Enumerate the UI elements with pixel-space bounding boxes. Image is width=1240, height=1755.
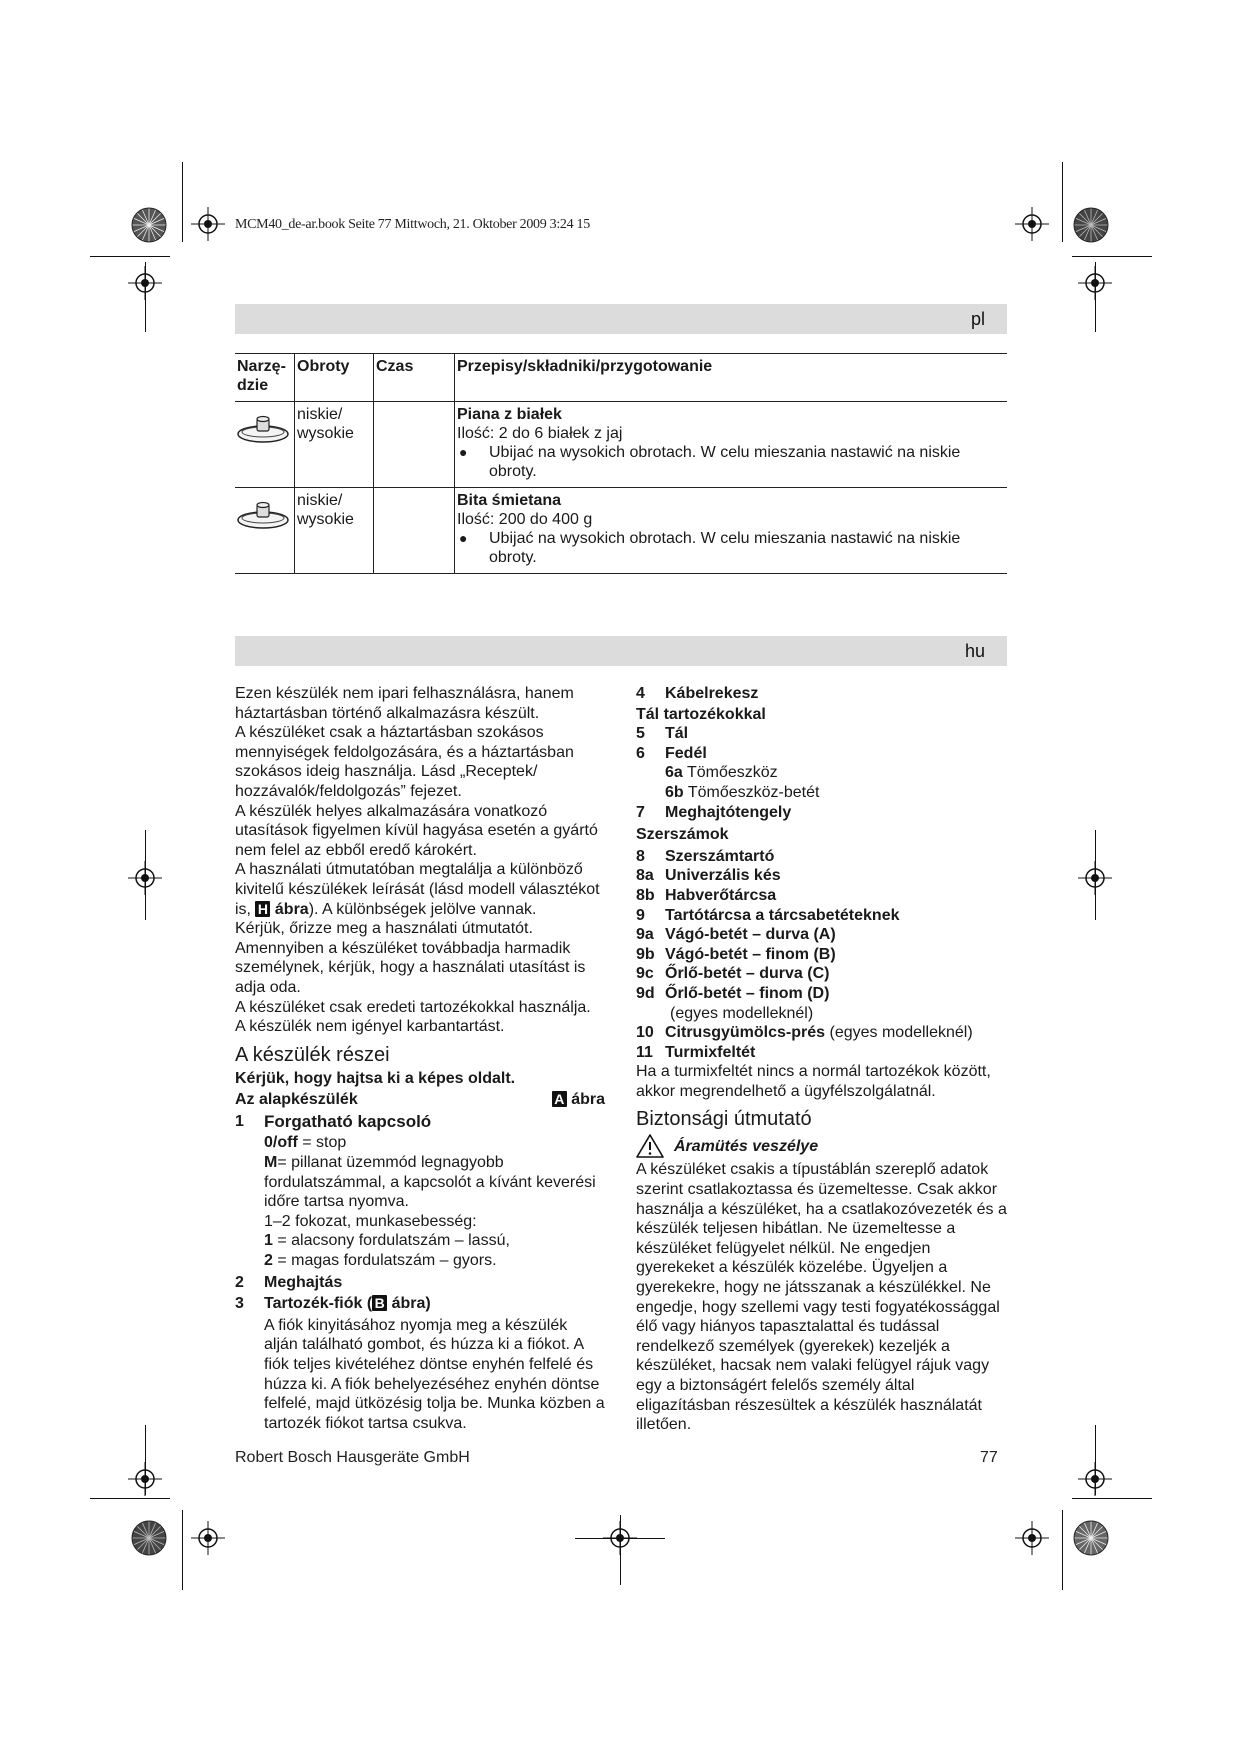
switch-text: = stop [297,1134,347,1152]
rosette-icon [131,207,167,243]
figure-letter-badge: H [255,901,270,917]
recipe-cell [455,402,1008,488]
item-title: Vágó-betét – finom (B) [665,945,836,963]
registration-mark-icon [1015,1521,1049,1555]
list-item [636,906,1008,926]
switch-text: = pillanat üzemmód legnagyobb fordulatszámmal, a kapcsolót a kívánt keverési időre tartsa nyomva. [264,1154,596,1211]
item-title-text: Tartozék-fiók ( [264,1295,373,1313]
list-item [636,1043,1008,1063]
recipe-step [457,443,1005,481]
item-number: 5 [636,725,645,743]
section-title: Biztonsági útmutató [636,1108,812,1131]
paragraph-text: A használati útmutatóban megtalálja a különböző kivitelű készülékek leírását (lásd modell választékot is, [235,861,600,918]
item-number: 2 [235,1273,244,1291]
registration-mark-icon [603,1521,637,1555]
table-row [235,488,1007,574]
switch-text: = magas fordulatszám – gyors. [272,1252,497,1270]
paragraph: A készüléket csakis a típustáblán szereplő adatok szerint csatlakoztassa és üzemeltesse. Csak akkor használja a készüléket, ha a csatlakozóvezeték és a készülék teljesen hibátlan. Ne üzemeltesse a készüléket felügyelet nélkül. Ne engedjen gyerekeket a készülék közelébe. Ügyeljen a gyerekekre, hogy ne játsszanak a készülékkel. Ne engedje, hogy szellemi vagy testi fogyatékossággal élő vagy hiányos tapasztalattal és tudással rendelkező személyek (gyerekek) kezeljék a készüléket, hacsak nem valaki felügyel rájuk vagy egy a biztonságért felelős személy által eligazításban részesültek a készülék használatát illetően. [636,1161,1007,1434]
item-number: 6 [636,744,645,762]
item-number: 1 [235,1112,244,1130]
table-header-row [235,354,1007,402]
list-item [636,803,1008,823]
paragraph: A készülék nem igényel karbantartást. [235,1018,505,1036]
item-title: Tartótárcsa a tárcsabetéteknek [665,906,900,924]
rosette-icon [131,1520,167,1556]
item-title: Meghajtótengely [665,803,792,821]
speed-cell: niskie/ wysokie [295,488,374,574]
page-number: 77 [980,1449,998,1466]
registration-mark-icon [1015,207,1049,241]
figure-word: ábra [571,1091,605,1109]
item-title: Őrlő-betét – durva (C) [665,965,830,983]
item-number: 9a [636,926,654,944]
sub-item-text: Tömőeszköz [682,764,778,782]
footer-company: Robert Bosch Hausgeräte GmbH [235,1449,470,1466]
list-item [636,684,1008,704]
item-title: Tál [665,725,689,743]
list-item [636,1023,1008,1043]
item-title: Kábelrekesz [665,685,759,702]
paragraph: Ezen készülék nem ipari felhasználásra, hanem háztartásban történő alkalmazásra készült. [235,685,574,722]
list-item [636,925,1008,945]
list-item [636,847,1008,867]
list-item [636,945,1008,965]
sub-item-key: 6b [665,783,684,801]
sub-item [636,783,1008,803]
item-title: Turmixfeltét [665,1043,756,1061]
paragraph: A készülék helyes alkalmazására vonatkozó utasítások figyelmen kívül hagyása esetén a gyártó nem felel az ebből eredő károkért. [235,802,598,859]
switch-key: 1 [264,1232,273,1250]
list-item [235,1294,605,1314]
paragraph: Kérjük, őrizze meg a használati útmutatót. Amennyiben a készüléket továbbadja harmadik személynek, kérjük, hogy a használati utasítást is adja oda. [235,920,586,996]
item-number: 9d [636,984,655,1002]
column-header-tool: Narzę- dzie [235,354,295,402]
registration-mark-icon [191,207,225,241]
paragraph: A készüléket csak eredeti tartozékokkal használja. [235,998,591,1016]
switch-description [235,1133,605,1270]
section-title: A készülék részei [235,1043,390,1066]
list-item [235,1112,605,1132]
item-number: 3 [235,1295,244,1313]
whisk-disc-icon [237,413,291,445]
item-number: 10 [636,1024,654,1042]
item-title: Őrlő-betét – finom (D) [665,984,830,1002]
list-item [636,744,1008,764]
item-title [264,1294,431,1314]
left-column [235,684,605,1433]
whisk-disc-icon [237,499,291,531]
registration-mark-icon [128,266,162,300]
item-number: 8a [636,867,654,885]
switch-step-1 [264,1231,605,1251]
switch-key: 0/off [264,1134,298,1152]
switch-steps-line: 1–2 fokozat, munkasebesség: [264,1212,477,1230]
list-item [636,724,1008,744]
registration-mark-icon [191,1521,225,1555]
item-number: 9 [636,906,645,924]
warning-heading [636,1134,1008,1158]
language-bar-pl [235,304,1007,334]
switch-key: M [264,1154,278,1172]
time-cell [374,488,455,574]
registration-mark-icon [1078,1462,1112,1496]
list-item [636,984,1008,1004]
warning-title: Áramütés veszélye [674,1137,819,1155]
figure-letter-badge: B [372,1295,387,1311]
rosette-icon [1073,207,1109,243]
speed-cell: niskie/ wysokie [295,402,374,488]
subheading: Szerszámok [636,826,729,844]
bullet-icon: ● [459,444,468,460]
tool-cell [235,488,295,574]
print-header: MCM40_de-ar.book Seite 77 Mittwoch, 21. Oktober 2009 3:24 15 [235,217,590,232]
recipe-title: Bita śmietana [457,492,562,509]
registration-mark-icon [128,1462,162,1496]
item-title: Fedél [665,744,707,762]
table-row [235,402,1007,488]
switch-step-2 [264,1251,605,1271]
item-number: 7 [636,803,645,821]
registration-mark-icon [1078,861,1112,895]
bullet-icon: ● [459,530,468,546]
sub-item-key: 6a [665,764,683,782]
item-title [665,1023,973,1043]
recipe-step-text: Ubijać na wysokich obrotach. W celu mieszania nastawić na niskie obroty. [489,444,961,480]
switch-off-line [264,1133,605,1153]
sub-item [636,763,1008,783]
item-title-text: Citrusgyümölcs-prés [665,1024,826,1042]
figure-word: ábra [274,900,309,918]
subheading: Tál tartozékokkal [636,705,766,723]
tool-cell [235,402,295,488]
recipe-amount: Ilość: 200 do 400 g [457,511,593,528]
column-header-speed: Obroty [295,354,374,402]
sub-item-text: Tömőeszköz-betét [683,783,820,801]
language-code: pl [970,309,985,329]
list-item [235,1273,605,1293]
item-number: 8b [636,886,655,904]
language-bar-hu [235,636,1007,666]
base-unit-heading [235,1090,605,1110]
recipe-step-text: Ubijać na wysokich obrotach. W celu mieszania nastawić na niskie obroty. [489,530,961,566]
item-number: 4 [636,685,645,702]
recipe-amount: Ilość: 2 do 6 białek z jaj [457,425,623,442]
rosette-icon [1073,1520,1109,1556]
drawer-description: A fiók kinyitásához nyomja meg a készülék alján található gombot, és húzza ki a fiókot. A fiók teljes kivételéhez döntse enyhén felfelé és húzza ki. A fiók behelyezéséhez enyhén döntse felfelé, majd ütközésig tolja be. Munka közben a tartozék fiókot tartsa csukva. [264,1316,605,1432]
switch-key: 2 [264,1252,273,1270]
item-title: Meghajtás [264,1273,343,1291]
list-item [636,866,1008,886]
warning-triangle-icon [636,1134,664,1158]
switch-m-line [264,1153,605,1212]
list-item [636,964,1008,984]
fold-note: Kérjük, hogy hajtsa ki a képes oldalt. [235,1069,516,1087]
recipe-title: Piana z białek [457,406,562,423]
recipe-step [457,529,1005,567]
registration-mark-icon [1078,266,1112,300]
paragraph: Ha a turmixfeltét nincs a normál tartozékok között, akkor megrendelhető a ügyfélszolgálatnál. [636,1063,991,1100]
column-header-recipe: Przepisy/składniki/przygotowanie [455,354,1008,402]
base-unit-label: Az alapkészülék [235,1091,358,1109]
item-number: 11 [636,1043,653,1061]
recipe-table [235,353,1007,574]
item-number: 8 [636,847,645,865]
paragraph: A készüléket csak a háztartásban szokásos mennyiségek feldolgozására, és a háztartásban szokásos ideig használja. Lásd „Receptek/ hozzávalók/feldolgozás” fejezet. [235,724,574,800]
switch-text: = alacsony fordulatszám – lassú, [272,1232,510,1250]
right-column [636,684,1008,1435]
item-title-text: ábra) [387,1295,431,1313]
language-code: hu [964,641,985,661]
item-title: Habverőtárcsa [665,886,777,904]
item-title: Univerzális kés [665,867,781,885]
item-number: 9b [636,945,655,963]
item-title: Szerszámtartó [665,847,775,865]
item-title: Forgatható kapcsoló [264,1111,432,1131]
figure-letter-badge: A [552,1091,567,1107]
item-note: (egyes modelleknél) [825,1024,973,1042]
column-header-time: Czas [374,354,455,402]
paragraph [235,860,605,919]
time-cell [374,402,455,488]
registration-mark-icon [128,861,162,895]
item-title: Vágó-betét – durva (A) [665,926,836,944]
item-number: 9c [636,965,654,983]
figure-reference [552,1090,605,1110]
list-item [636,886,1008,906]
paragraph-text: ). A különbségek jelölve vannak. [308,900,537,918]
recipe-cell [455,488,1008,574]
model-note: (egyes modelleknél) [670,1004,814,1022]
